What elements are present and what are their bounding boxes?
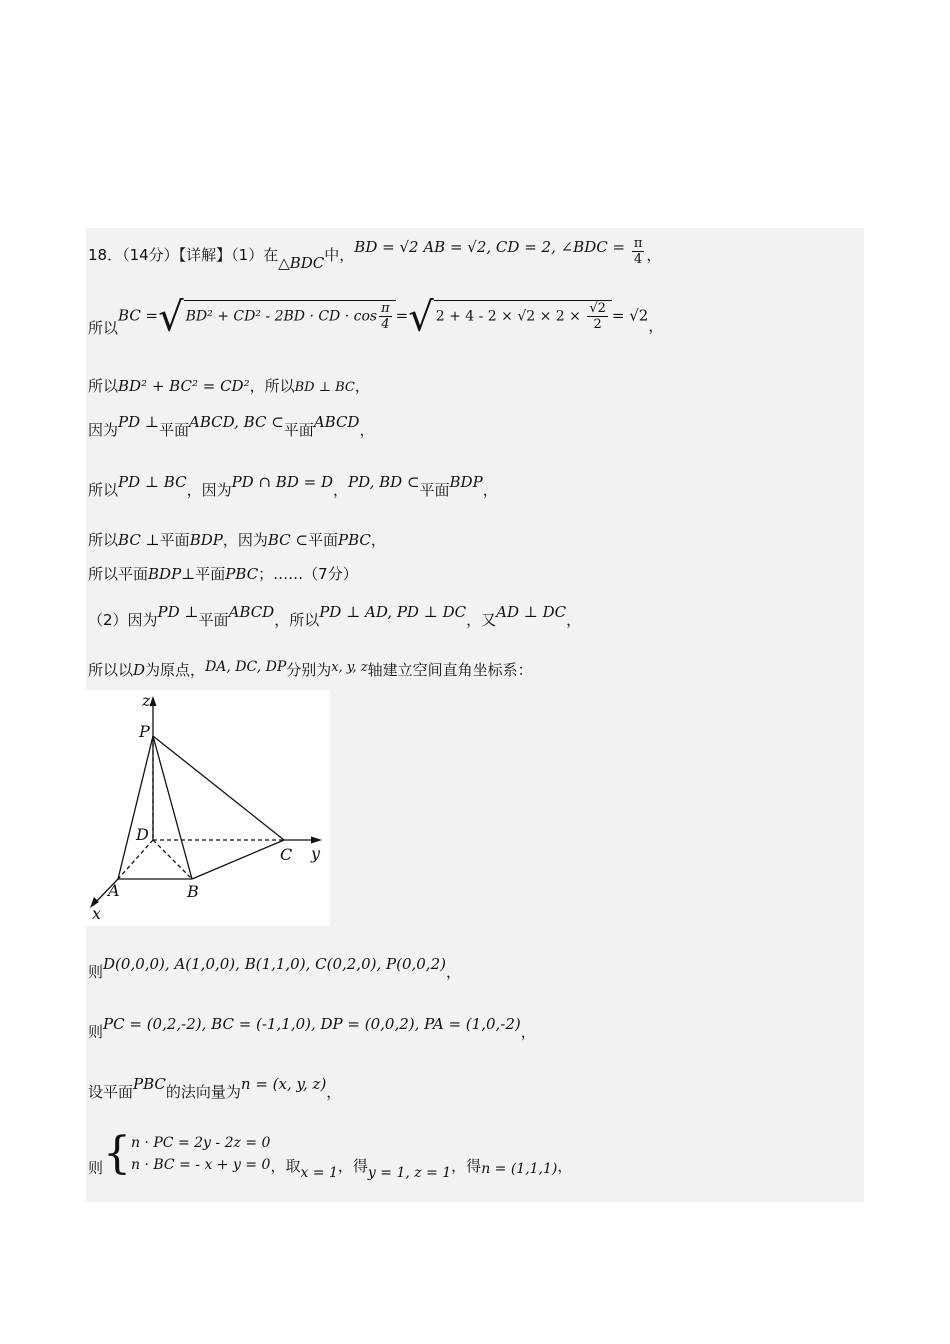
text: ，得 xyxy=(337,1156,368,1175)
bc-lhs: BC = xyxy=(118,306,159,325)
frac-den: 4 xyxy=(381,317,390,332)
label-b: B xyxy=(187,882,199,901)
math: PD ∩ BD = D xyxy=(231,473,333,491)
system-brace: { xyxy=(103,1128,132,1179)
math: BDP xyxy=(449,473,483,491)
punct: ， xyxy=(648,316,664,335)
y-arrow xyxy=(311,837,322,844)
text: 平面 xyxy=(283,421,314,439)
line-1 xyxy=(88,236,662,272)
punct: ， xyxy=(566,611,582,629)
punct: ， xyxy=(445,963,461,981)
z-arrow xyxy=(150,696,157,706)
pyramid-diagram xyxy=(86,690,330,926)
edge-bc xyxy=(192,840,284,879)
text: 平面 xyxy=(198,611,229,629)
text: （2）因为 xyxy=(88,611,158,629)
text: 所以 xyxy=(88,481,119,499)
text: 平面 xyxy=(419,481,450,499)
math: PD, BD ⊂ xyxy=(348,473,420,491)
math: BDP xyxy=(148,565,182,583)
text: ；……（7分） xyxy=(258,565,358,583)
frac-den: 4 xyxy=(633,252,643,267)
math-perp: BD ⊥ BC xyxy=(294,380,355,395)
math: ABCD, BC ⊂ xyxy=(189,413,284,431)
text-suoyi: 所以 xyxy=(88,318,119,337)
equals: = xyxy=(395,306,409,325)
line-13 xyxy=(88,1128,573,1182)
radicand-2 xyxy=(434,300,612,332)
math: PD ⊥ xyxy=(118,413,160,431)
punct: ， xyxy=(326,1083,342,1101)
math: AD ⊥ DC xyxy=(496,603,567,621)
radical-sign: √ xyxy=(158,294,184,341)
text: ，又 xyxy=(466,611,497,629)
text: 所以平面 xyxy=(88,565,149,583)
math: PD ⊥ AD, PD ⊥ DC xyxy=(319,603,467,621)
text: 平面 xyxy=(159,421,190,439)
math: PBC xyxy=(338,531,371,549)
equation-1: n · PC = 2y - 2z = 0 xyxy=(131,1135,271,1151)
punct: ， xyxy=(646,246,662,264)
text: 所以 xyxy=(88,377,119,395)
line-7 xyxy=(88,564,358,584)
text: 所以以 xyxy=(88,661,134,679)
frac-sqrt2-2 xyxy=(587,301,608,332)
edge-pb xyxy=(153,736,192,879)
label-d: D xyxy=(136,825,149,844)
label-z: z xyxy=(142,691,151,710)
triangle-label: △BDC xyxy=(278,254,325,272)
label-c: C xyxy=(280,845,293,864)
line-5 xyxy=(88,473,498,500)
text: 平面 xyxy=(159,531,190,549)
text: 因为 xyxy=(88,421,119,439)
text: 为原点， xyxy=(145,661,206,679)
frac-den: 2 xyxy=(593,317,602,332)
punct: ， xyxy=(482,481,498,499)
math: n = (1,1,1) xyxy=(481,1160,558,1177)
given-expr: BD = √2 AB = √2, CD = 2, ∠BDC = xyxy=(354,238,630,256)
label-a: A xyxy=(108,881,120,900)
text: ，因为 xyxy=(186,481,232,499)
label-p: P xyxy=(139,722,150,741)
punct: ， xyxy=(520,1023,536,1041)
math: BDP xyxy=(189,531,223,549)
label-x: x xyxy=(92,904,102,923)
edge-pc xyxy=(153,736,284,840)
text: 设平面 xyxy=(88,1083,134,1101)
math-pythagoras: BD² + BC² = CD² xyxy=(118,377,250,395)
math: ⊥ xyxy=(181,565,196,583)
line-6 xyxy=(88,530,386,550)
normal-vector: n = (x, y, z) xyxy=(240,1075,327,1093)
text: 则 xyxy=(88,1023,104,1041)
radicand-2-text: 2 + 4 - 2 × √2 × 2 × xyxy=(435,308,586,325)
text: ，因为 xyxy=(222,531,268,549)
frac-pi-4 xyxy=(632,236,645,267)
text: 轴建立空间直角坐标系： xyxy=(367,661,533,679)
math: x, y, z xyxy=(331,660,368,675)
frac-num: π xyxy=(381,301,390,316)
math: D xyxy=(133,661,146,679)
equation-2: n · BC = - x + y = 0 xyxy=(131,1157,271,1173)
punct: ， xyxy=(370,531,386,549)
line-10 xyxy=(88,955,461,982)
punct: ， xyxy=(557,1156,573,1175)
math: ABCD xyxy=(228,603,275,621)
line-11 xyxy=(88,1015,536,1042)
radicand-1 xyxy=(184,300,396,332)
math: ABCD xyxy=(313,413,360,431)
frac-pi-4-b xyxy=(379,301,392,332)
text: 平面 xyxy=(195,565,226,583)
text: 平面 xyxy=(307,531,338,549)
math: PBC xyxy=(133,1075,166,1093)
equation-system xyxy=(131,1132,270,1176)
coordinate-figure xyxy=(86,690,330,926)
radicand-1-text: BD² + CD² - 2BD · CD · cos xyxy=(185,308,378,325)
line-4 xyxy=(88,413,375,440)
text: 的法向量为 xyxy=(165,1083,241,1101)
math: PD ⊥ xyxy=(157,603,199,621)
line-2 xyxy=(88,294,664,344)
line-12 xyxy=(88,1075,342,1102)
edge-pa xyxy=(118,736,153,879)
vectors: PC = (0,2,-2), BC = (-1,1,0), DP = (0,0,2), PA = (1,0,-2) xyxy=(103,1015,521,1033)
text-zhong: 中， xyxy=(324,246,355,264)
text: ，取 xyxy=(270,1156,301,1175)
text: ，得 xyxy=(451,1156,482,1175)
label-y: y xyxy=(311,844,321,863)
coords: D(0,0,0), A(1,0,0), B(1,1,0), C(0,2,0), P(0,0,2) xyxy=(103,955,446,973)
line-8 xyxy=(88,603,582,630)
line-9 xyxy=(88,660,533,682)
punct: ， xyxy=(359,421,375,439)
radical-sign: √ xyxy=(408,294,434,341)
math: PBC xyxy=(225,565,259,583)
frac-num: π xyxy=(633,236,643,251)
text: 所以 xyxy=(88,531,119,549)
text: 分别为 xyxy=(286,661,332,679)
math: DA, DC, DP xyxy=(205,659,287,675)
text: ，所以 xyxy=(249,377,295,395)
punct: ， xyxy=(332,481,348,499)
text: 则 xyxy=(88,1158,104,1177)
line-3 xyxy=(88,376,370,398)
text: 则 xyxy=(88,963,104,981)
math: y = 1, z = 1 xyxy=(367,1164,452,1181)
frac-num: √2 xyxy=(589,301,606,316)
result: = √2 xyxy=(611,306,649,325)
text: ，所以 xyxy=(274,611,320,629)
punct: ， xyxy=(354,377,370,395)
math: x = 1 xyxy=(300,1164,338,1181)
math: PD ⊥ BC xyxy=(118,473,187,491)
math: BC ⊥ xyxy=(118,531,160,549)
math: BC ⊂ xyxy=(267,531,308,549)
problem-number: 18．（14分）【详解】（1）在 xyxy=(88,246,279,264)
